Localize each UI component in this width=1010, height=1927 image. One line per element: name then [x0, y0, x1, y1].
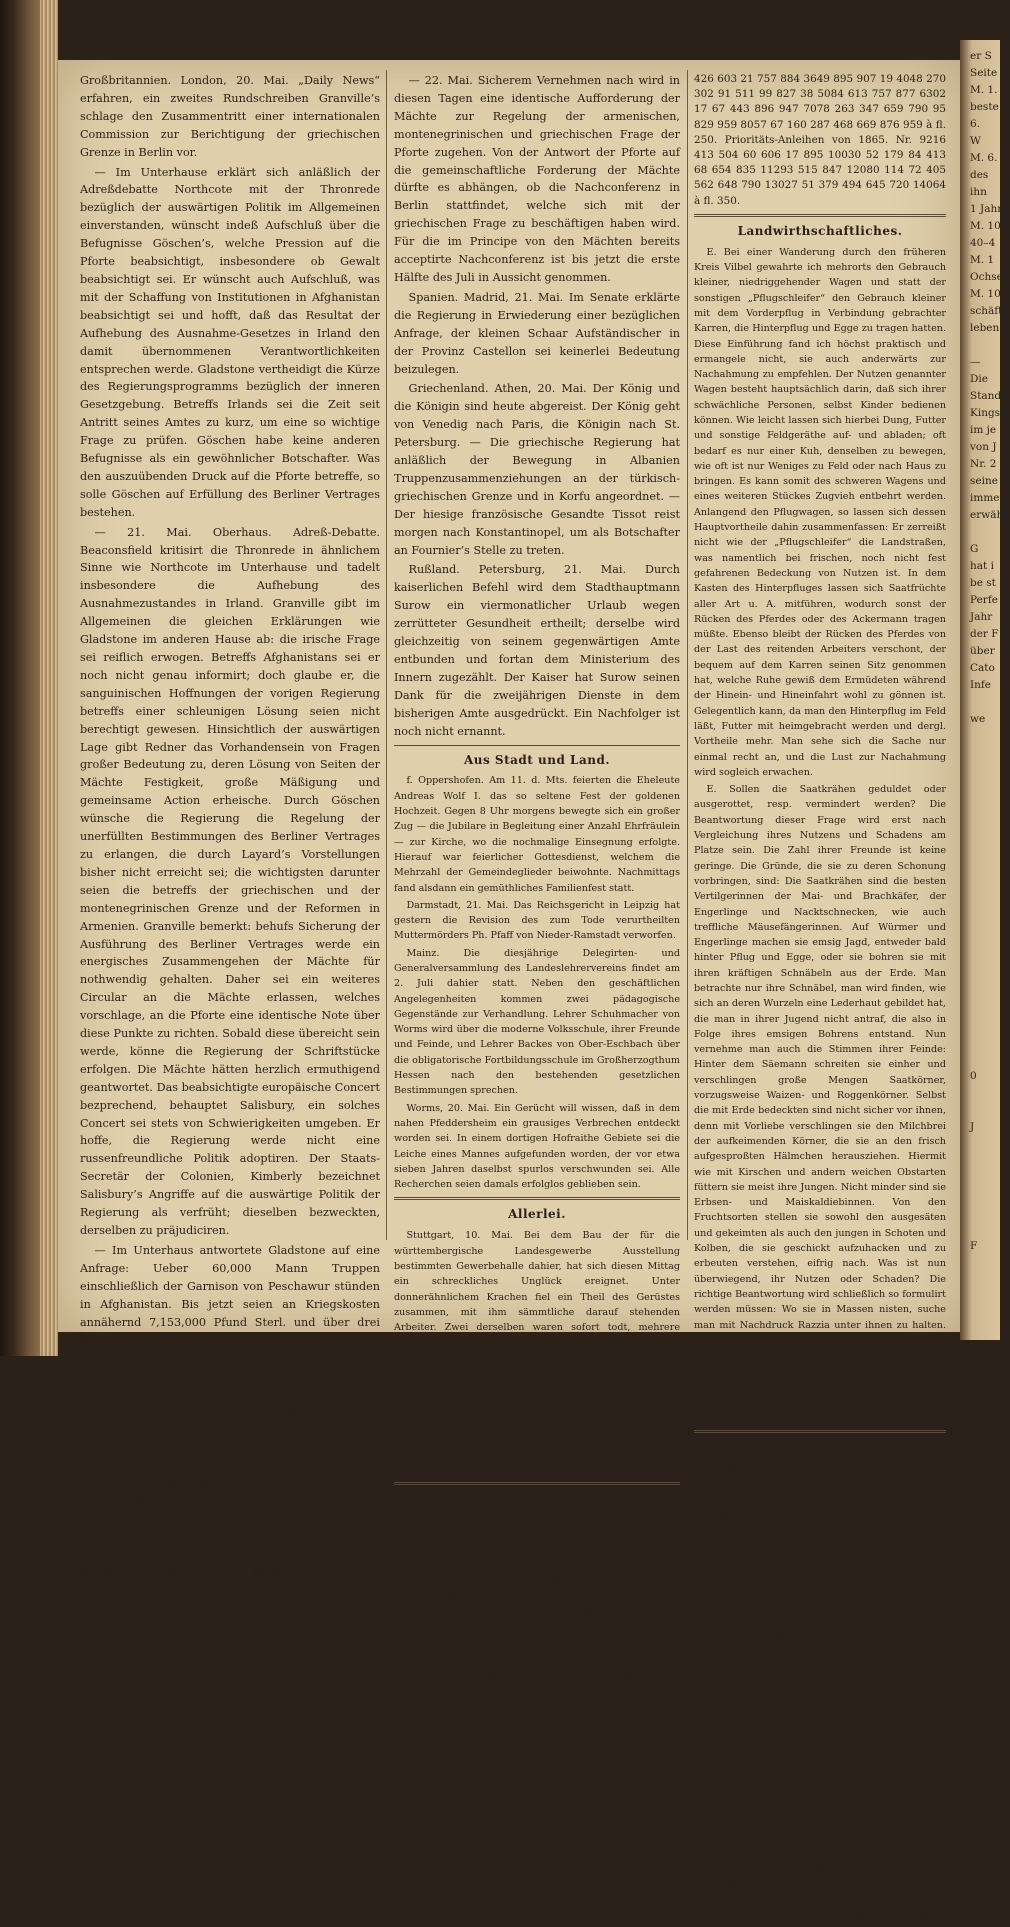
facing-page-text: er S Seite M. 1. beste 6. W M. 6. des ihn 1 Jahre M. 10 40–4 M. 1 Ochsen M. 10 schäft leben — Die Stande Kingst im je von J Nr. 2 seine immer erwähn G hat i be st Perfe Jahr der F über Cato Infe we 0 J F	[970, 50, 1010, 1252]
item-mainz: Mainz. Die diesjährige Delegirten- und Generalversammlung des Landeslehrervereins findet am 2. Juli dahier statt. Neben den geschäftlichen Angelegenheiten kommen zwei pädagogische Gegenstände zur Verhandlung. Lehrer Schuhmacher von Worms wird über die moderne Volksschule, ihrer Freunde und Feinde, und Lehrer Backes von Ober-Eschbach über die obligatorische Fortbildungsschule im Großherzogthum Hessen nach den bestehenden gesetzlichen Bestimmungen sprechen.	[394, 947, 680, 1097]
section-rule	[694, 1430, 946, 1433]
item-barcelona: Barcelona, 22. Mai. Die hiesige Baumwollspinnerei Marzell ist ein Raub der Flammen geworden, und zwar durch meuterische Arbeiter, welche auch die Maschinen zerstörten. Die Anstifter wurden verhaftet und alle Arbeitervereine in Catalonien von dem Präfecten aufgelöst. Die Ordnung ist wieder hergestellt.	[394, 1387, 680, 1475]
article-gladstone: — Im Unterhaus antwortete Gladstone auf eine Anfrage: Ueber 60,000 Mann Truppen einschließlich der Garnison von Peschawur stünden in Afghanistan. Bis jetzt seien an Kriegskosten annähernd 7,153,000 Pfund Sterl. und über drei Millionen Pfund Sterl. für Eisenbahn-Communication verausgabt worden. Sobald die Häuptlinge einen Herrscher von Kabul erwählt hätten, dessen Autorität eine dauernde Freundschaft gegen England verheiße, würden die Truppen allmählich zurückgezogen werden. Duff antwortete Dillwyn auf eine Anfrage, es sei erwünscht, daß Bartle Frere das Werk der Conföderation im Caplande vollende. Hierauf folgt die Adreßdebatte. Der Unterstaatssecretär des Aeußeren, Dilke, sagt, es sei Aussicht vorhanden, daß die griechische Grenzfrage auf der Basis des Berliner Protokols geregelt werde. In Betreff Montenegros hätten sich die Mächte bezüglich der Compromißvorschläge des Grafen Corti geeinigt.	[80, 1243, 380, 1598]
article-griechenland: Griechenland. Athen, 20. Mai. Der König und die Königin sind heute abgereist. Der König geht von Venedig nach Paris, die Königin nach St. Petersburg. — Die griechische Regierung hat anläßlich der Bewegung in Albanien Truppenzusammenziehungen an der türkisch-griechischen Grenze und in Korfu angeordnet. — Der hiesige französische Gesandte Tissot reist morgen nach Konstantinopel, um als Botschafter an Fournier’s Stelle zu treten.	[394, 382, 680, 557]
newspaper-page	[58, 60, 960, 1924]
section-rule	[394, 745, 680, 746]
item-hessische-ludwigs-eisenbahn: Hessische Ludwigs-Eisenb. 4pCt. Prior.-Oblig. Ziehung vom 4. Mai 1880. Heimzahlung am 1. Juli 1880. Prioritäts-Anleihen von 1863. Nr. 254 407 723 44 850 916 1253 400 645 992 2037 129 272	[394, 1669, 680, 1727]
heading-aus-stadt-und-land: Aus Stadt und Land.	[463, 752, 611, 767]
article-spanien: Spanien. Madrid, 21. Mai. Im Senate erklärte die Regierung in Erwiederung einer bezüglichen Anfrage, der kleinen Schaar Aufständischer in der Provinz Castellon sei keinerlei Bedeutung beizulegen.	[394, 290, 680, 376]
section-rule	[394, 1197, 680, 1200]
item-pflugwagen: E. Bei einer Wanderung durch den früheren Kreis Vilbel gewahrte ich mehrorts den Gebrauch kleiner, niedriggehender Wagen und statt der sonstigen „Pflugschleifer“ den Gebrauch kleiner mit dem Vorderpflug in Verbindung gebrachter Karren, die Hinterpflug und Egge zu tragen hatten. Diese Einführung fand ich höchst praktisch und ermangele nicht, sie auch anderwärts zur Nachahmung zu empfehlen. Der Nutzen genannter Wagen besteht hauptsächlich darin, daß sich ihrer schwächliche Personen, selbst Kinder bedienen können. Wie leicht lassen sich hierbei Dung, Futter und sonstige Feldgeräthe auf- und abladen; oft bedarf es nur einer Kuh, denselben zu bewegen, wie oft ist nur Weniges zu Feld oder nach Haus zu bringen. Es kann somit des schweren Wagens und eines weiteren Stückes Zugvieh entbehrt werden. Anlangend den Pflugwagen, so lassen sich dessen Hauptvortheile dahin zusammenfassen: Er zerreißt nicht wie der „Pflugschleifer“ die Landstraßen, was namentlich bei frischen, noch nicht fest gefahrenen Bedeckung von Nutzen ist. In dem Kasten des Hinterpfluges lassen sich Saatfrüchte aller Art u. A. mitführen, wodurch sonst der Rücken des Pferdes oder des Ackermann tragen müßte. Ebenso bleibt der Rücken des Pferdes von der Last des reitenden Arbeiters verschont, der bequem auf dem Karren seinen Sitz genommen hat, welche Ruhe gewiß dem Ermüdeten während der Hinein- und Hineinfahrt wohl zu gönnen ist. Gelegentlich kann, da man den Hinterpflug im Feld läßt, Futter mit heimgebracht werden und dergl. Vortheile mehr. Man sehe sich die Sache nur einmal recht an, und die Lust zur Nachahmung wird sogleich erwachen.	[694, 246, 946, 778]
article-oberhaus: — 21. Mai. Oberhaus. Adreß-Debatte. Beaconsfield kritisirt die Thronrede in ähnlichem Sinne wie Northcote im Unterhause und tadelt insbesondere die Aufhebung des Ausnahmezustandes in Irland. Granville gibt im Allgemeinen die gleichen Erklärungen wie Gladstone im anderen Hause ab: die irische Frage sei reiflich erwogen. Betreffs Afghanistans sei er noch nicht genau informirt; doch glaube er, die sanguinischen Hoffnungen der vorigen Regierung betreffs einer schleunigen Lösung seien nicht berechtigt gewesen. Hinsichtlich der auswärtigen Lage gibt Redner das Vorhandensein von Fragen großer Bedeutung zu, deren Lösung von Seiten der Mächte Festigkeit, große Mäßigung und gemeinsame Action erheische. Durch Göschen wünsche die Regierung die Regelung der unerfüllten Bestimmungen des Berliner Vertrages zu erlangen, die durch Layard’s Vorstellungen bisher nicht erreicht sei; die wichtigsten darunter seien die betreffs der griechischen und der montenegrinischen Grenze und der Reformen in Armenien. Granville bemerkt: behufs Sicherung der Ausführung des Berliner Vertrages werde ein energisches Zusammengehen der Mächte für nothwendig gehalten. Daher sei ein weiteres Circular an die Mächte erlassen, welches vorschlage, an die Pforte eine identische Note über diese Punkte zu richten. Sobald diese übereicht sein werde, könne die Regierung der Schriftstücke erfolgen. Die Mächte hätten herzlich ermuthigend geantwortet. Das beabsichtigte europäische Concert bezprechend, behauptet Salisbury, ein solches Concert sei stets von Schwierigkeiten umgeben. Er hoffe, die Regierung werde nicht eine russenfreundliche Politik adoptiren. Der Staats-Secretär der Colonien, Kimberly bezeichnet Salisbury’s Angriffe auf die auswärtige Politik der Regierung als verfrüht; dieselben bezweckten, derselben zu präjudiciren.	[80, 525, 380, 1237]
heading-allerlei: Allerlei.	[508, 1207, 566, 1222]
book-binding	[0, 0, 40, 1356]
item-berlin: Berlin, 21. Mai. Der Präsident der Seehandlung, Bitter, ist heute gestorben.	[394, 1354, 680, 1382]
item-darmstadt: Darmstadt, 21. Mai. Das Reichsgericht in Leipzig hat gestern die Revision des zum Tode verurtheilten Muttermörders Ph. Pfaff von Nieder-Ramstadt verworfen.	[394, 899, 680, 942]
item-worms: Worms, 20. Mai. Ein Gerücht will wissen, daß in dem nahen Pfeddersheim ein grausiges Verbrechen entdeckt worden sei. In einem dortigen Hofraithe Gebiete sei die Leiche eines Mannes aufgefunden worden, der vor etwa sieben Jahren daselbst spurlos verschwunden sei. Alle Recherchen seien damals erfolglos geblieben sein.	[394, 1102, 680, 1191]
facing-page-edge	[960, 40, 1010, 1340]
item-giessen: Gießen, 22. Mai. Wochenmarkt. Butter per Pfd. M. 0.98–1.10, Eier 2 Stück 9 Pf., Käse per Stück 5–12 Pf., Tauben das Paar 60–75 Pf., Hühner per Stück M. 1.–1.50, Hahnen per Stück M. 1.20–1.50, Wälsche M. 6.–7., Enten per Stück M. 2.70–3. Kartoffeln per 100 Kilo M. 6. Ochsenfleisch 68 Pf. per Pfd., Kuh- und Rindfleisch 50–56 Pf., Kalbfleisch 40–46 Pf., Hammelfleisch 66–70 Pf., Schweinefleisch 60 Pf.	[694, 1510, 946, 1644]
page-edges	[40, 0, 58, 1356]
section-rule	[394, 1482, 680, 1485]
item-marburg: Marburg, 22. Mai. Wochenmarkt. Butter kostete per Pfd. M. 1.20–1.30, Eier 9–10 Stück 40 Pf., Salat	[694, 1896, 946, 1924]
item-oppershofen: f. Oppershofen. Am 11. d. Mts. feierten die Eheleute Andreas Wolf I. das so seltene Fest der goldenen Hochzeit. Gegen 8 Uhr morgens bewegte sich ein großer Zug — die Jubilare in Begleitung einer Anzahl Ehrfräulein — zur Kirche, wo die nochmalige Einsegnung erfolgte. Hierauf war feierlicher Gottesdienst, welchem die Mehrzahl der Gemeindeglieder beiwohnte. Nachmittags fand alsdann ein gemüthliches Familienfest statt.	[394, 775, 680, 894]
lottery-numbers: 426 603 21 757 884 3649 895 907 19 4048 270 302 91 511 99 827 38 5084 613 757 877 6302 17 67 443 896 947 7078 263 347 659 790 95 829 959 8057 67 160 287 468 669 876 959 à fl. 250. Prioritäts-Anleihen von 1865. Nr. 9216 413 504 60 606 17 895 10030 52 179 84 413 68 654 835 11293 515 847 12080 114 72 405 562 648 790 13027 51 379 494 645 720 14064 à fl. 350.	[694, 73, 946, 207]
item-stuttgart: Stuttgart, 10. Mai. Bei dem Bau der für die württembergische Landesgewerbe Ausstellung bestimmten Gewerbehalle dahier, hat sich diesen Mittag ein schreckliches Unglück ereignet. Unter donnerähnlichem Krachen fiel ein Theil des Gerüstes zusammen, mit ihm sämmtliche darauf stehenden Arbeiter. Zwei derselben waren sofort todt, mehrere erlitten starke Verletzungen.	[394, 1230, 680, 1349]
heading-handel-und-verkehr: Handel und Verkehr.	[745, 1439, 895, 1454]
column-3	[694, 72, 946, 1927]
column-2	[394, 72, 680, 1731]
column-divider	[386, 70, 387, 1240]
item-friedberg: Friedberg, 22. Mai. Wochenmarkt. Butter kostete per Pfund M. 1.05–1.20, Eier per Stück 5 Pf.	[694, 1462, 946, 1505]
section-rule	[694, 214, 946, 217]
item-frankfurt: Frankfurt, 22. Mai. Marktbericht. Heu kostete der Centner je nach Qual. M. 3.50–3.60, Stroh M. 2.–3.20. Butter im Großen 1. Qual. M. 1.10, 2. Qual. M. 1.—, im Detail 1. Qual. M. 1.20, 2. Qual. M. 1.10. Eier das Hundert M. 4.–4.50. Ochsenfleisch das Pfund 65–70 Pf., Kuh-, Rind- und Farrenfleisch 45–60 Pf., Kalbfleisch 55–70 Pf., Schweinefleisch 65–70 Pf., Hammelfleisch 45–65 Pf., Kopfsalat das Stück 10–12 Pf., Radieschen 3–4 Pf., Romain-Salat 30–50 Pf., neue Kartoffeln per Pfund 30–40 Pf., neuer Blumenkohl M. 1.–, frische Kohlrabi 20 Pf., Bohnen 100 Pf., M. 2.50–3., junge Erbsen das Pfund 50 Pf., Huhn M. 2.–2.50, Hahn M. 2.40–2.60, Ente M. 2.70–3.20, Taube 50–60 Pf., Kapaune M. 3.–3.50, Wälsche M. 5.–12., junge Gänse M. 5.–8.	[694, 1650, 946, 1891]
column-divider	[687, 70, 688, 1240]
article-22-mai: — 22. Mai. Sicherem Vernehmen nach wird in diesen Tagen eine identische Aufforderung der Mächte zur Regelung der armenischen, montenegrinischen und griechischen Frage der Pforte zugehen. Von der Antwort der Pforte auf die gemeinschaftliche Forderung der Mächte dürfte es abhängen, ob die Nachconferenz in Berlin stattfindet, welche sich mit der griechischen Frage zu beschäftigen haben wird. Für die im Principe von den Mächten bereits acceptirte Nachconferenz ist bis jetzt die erste Hälfte des Juli in Aussicht genommen.	[394, 74, 680, 284]
article-grossbritannien: Großbritannien. London, 20. Mai. „Daily News“ erfahren, ein zweites Rundschreiben Granville’s schlage den Zusammentritt einer internationalen Commission zur Berichtigung der griechischen Grenze in Berlin vor.	[80, 74, 380, 159]
heading-landwirthschaftliches: Landwirthschaftliches.	[737, 223, 903, 238]
heading-verloosungen: Verloosungen.	[485, 1492, 589, 1507]
column-1	[80, 72, 380, 1602]
item-finnlaendische-loose: Finnländische Thlr. 10-Loose von 1868. Gewinn-Ziehung vom 1. Mai 1880. Heimzahlung am 1. Aug. 1880. Serie 4776 Nr. 2 Thlr. 30000. S. 929 Nr. 18 Thlr. 3000. S. 2317 Nr. 12, S. 16132 Nr. 11 à Thlr. 600. S. 2242 Nr. 1, S. 2476 Nr. 17, S. 7404 Nr. 18, S. 9953 Nr. 15, S. 10995 Nr. 11 à Thlr. 300. S. 1190 Nr. 17, S. 1586 Nr. 18, S. 2494 Nr. 3, S. 6479 Nr. 5, S. 7317 Nr. 2, S. 10995 Nr. 14 à Thlr. 150. Auf alle übrigen Nummern in den am 1. Februar 1880 gezogenen Serien entfällt der geringste Gewinn von Thlr. 12.	[394, 1515, 680, 1664]
article-unterhaus: — Im Unterhause erklärt sich anläßlich der Adreßdebatte Northcote mit der Thronrede bezüglich der auswärtigen Politik im Allgemeinen einverstanden, wünscht indeß Aufschluß über die Befugnisse Göschen’s, welche Pression auf die Pforte beabsichtigt, insbesondere ob Gewalt beabsichtigt sei. Er wünscht auch Aufschluß, was mit der Schaffung von Institutionen in Afghanistan beabsichtigt sei und hofft, daß das Resultat der Aufhebung des Ausnahme-Gesetzes in Irland den damit übernommenen Verantwortlichkeiten entsprechen werde. Gladstone vertheidigt die Kürze des Regierungsprogramms bezüglich der inneren Gesetzgebung. Betreffs Irlands sei die Zeit seit Antritt seines Amtes zu kurz, um eine so wichtige Frage zu prüfen. Göschen habe keine anderen Befugnisse als ein gewöhnlicher Botschafter. Was den auszuübenden Druck auf die Pforte betreffe, so solle Göschen auf Erfüllung des Berliner Vertrages bestehen.	[80, 165, 380, 519]
item-saatkraehen: E. Sollen die Saatkrähen geduldet oder ausgerottet, resp. vermindert werden? Die Beantwortung dieser Frage wird erst nach Vergleichung ihres Nutzens und Schadens am Platze sein. Die Zahl ihrer Freunde ist keine geringe. Die Gründe, die sie zu deren Schonung vorbringen, sind: Die Saatkrähen sind die besten Vertilgerinnen der Mai- und Brachkäfer, der Engerlinge und Nacktschnecken, wie auch treffliche Mäusefängerinnen. Auf Würmer und Engerlinge machen sie emsig Jagd, entweder bald hinter Pflug und Egge, oder sie bohren sie mit ihren kräftigen Schnäbeln aus der Erde. Man betrachte nur ihre Schnäbel, man wird finden, wie sich an deren Wurzeln eine Lederhaut gebildet hat, die man in ihrer Jugend nicht antraf, die also in Folge ihres emsigen Bohrens entstand. Nun vernehme man auch die Stimmen ihrer Feinde: Hinter dem Säemann schreiten sie einher und verschlingen große Mengen Saatkörner, vorzugsweise Waizen- und Roggenkörner. Selbst die mit Erde bedeckten sind nicht sicher vor ihnen, denn mit Vorliebe verschlingen sie den Milchbrei der aufkeimenden Körner, die sie an den frisch aufgesproßten Hälmchen herausziehen. Hiermit wie mit Kirschen und andern weichen Obstarten füttern sie meist ihre Jungen. Nicht minder sind sie Erbsen- und Maiskaldiebinnen. Von den Fruchtsorten stellen sie sowohl den ausgesäten und gekeimten als auch den jungen in Schoten und Kolben, die sie geschickt aufzuhacken und zu erbeuten verstehen, eifrig nach. Was ist nun überwiegend, ihr Nutzen oder Schaden? Die richtige Beantwortung wird schließlich so formulirt werden müssen: Wo sie in Massen nisten, suche man mit Nachdruck Razzia unter ihnen zu halten. Als Radikalmittel schlagen wir vor: Auf Kosten der angrenzenden Gemeinden ihrer Brutstätte vergifte man Fleisch gefallener Thiere und hänge Portionen davon an die Bäume ihrer Nistung, und dies ganz besonders zur Zeit, in welcher sich die junge Kolonie in den Nestern mitvergiftet werden kann.	[694, 784, 946, 1423]
article-russland: Rußland. Petersburg, 21. Mai. Durch kaiserlichen Befehl wird dem Stadthauptmann Surow ein viermonatlicher Urlaub wegen zerrütteter Gesundheit ertheilt; derselbe wird gleichzeitig von seinem gegenwärtigen Amte entbunden und fortan dem Ministerium des Innern zugezählt. Der Kaiser hat Surow seinen Dank für die zweijährigen Dienste in dem bisherigen Amte ausgedrückt. Ein Nachfolger ist noch nicht ernannt.	[394, 563, 680, 738]
